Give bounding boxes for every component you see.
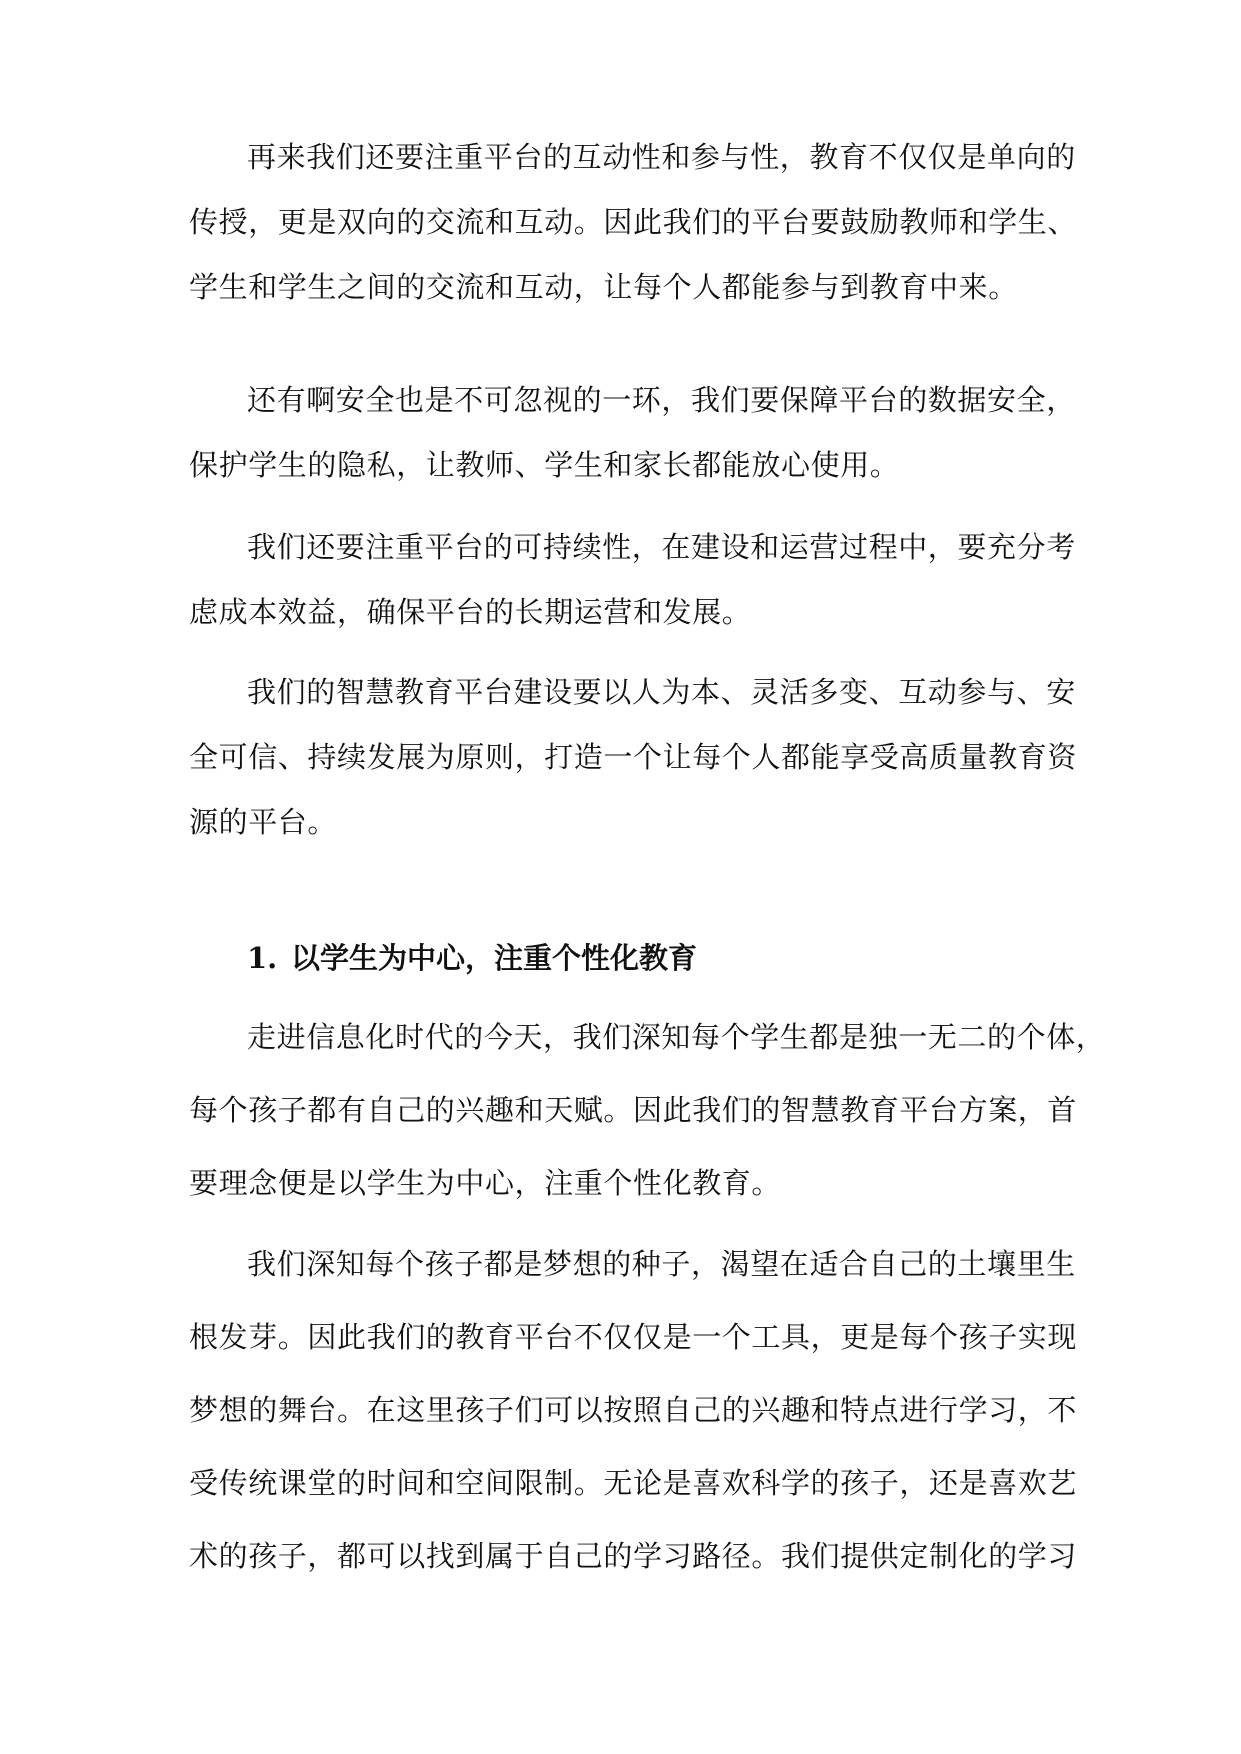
paragraph-line: 传授，更是双向的交流和互动。因此我们的平台要鼓励教师和学生、 (189, 205, 1078, 239)
paragraph-line: 梦想的舞台。在这里孩子们可以按照自己的兴趣和特点进行学习，不 (189, 1393, 1078, 1427)
paragraph-line: 再来我们还要注重平台的互动性和参与性，教育不仅仅是单向的 (247, 140, 1076, 174)
paragraph-line: 每个孩子都有自己的兴趣和天赋。因此我们的智慧教育平台方案，首 (189, 1093, 1078, 1127)
section-title: 以学生为中心，注重个性化教育 (291, 941, 698, 975)
paragraph-line: 要理念便是以学生为中心，注重个性化教育。 (189, 1166, 782, 1200)
paragraph-line: 根发芽。因此我们的教育平台不仅仅是一个工具，更是每个孩子实现 (189, 1320, 1078, 1354)
paragraph-line: 我们还要注重平台的可持续性，在建设和运营过程中，要充分考 (247, 530, 1076, 564)
paragraph-line: 我们深知每个孩子都是梦想的种子，渴望在适合自己的土壤里生 (247, 1247, 1076, 1281)
paragraph-line: 学生和学生之间的交流和互动，让每个人都能参与到教育中来。 (189, 270, 1018, 304)
section-number: 1. (247, 941, 278, 975)
paragraph-line: 受传统课堂的时间和空间限制。无论是喜欢科学的孩子，还是喜欢艺 (189, 1466, 1078, 1500)
paragraph-line: 还有啊安全也是不可忽视的一环，我们要保障平台的数据安全， (247, 383, 1076, 417)
paragraph-line: 术的孩子，都可以找到属于自己的学习路径。我们提供定制化的学习 (189, 1539, 1078, 1573)
paragraph-line: 全可信、持续发展为原则，打造一个让每个人都能享受高质量教育资 (189, 740, 1078, 774)
paragraph-line: 我们的智慧教育平台建设要以人为本、灵活多变、互动参与、安 (247, 675, 1076, 709)
paragraph-line: 源的平台。 (189, 805, 338, 839)
paragraph-line: 虑成本效益，确保平台的长期运营和发展。 (189, 595, 752, 629)
section-heading (247, 938, 1069, 978)
paragraph-line: 保护学生的隐私，让教师、学生和家长都能放心使用。 (189, 448, 900, 482)
paragraph-line: 走进信息化时代的今天，我们深知每个学生都是独一无二的个体， (247, 1020, 1106, 1054)
